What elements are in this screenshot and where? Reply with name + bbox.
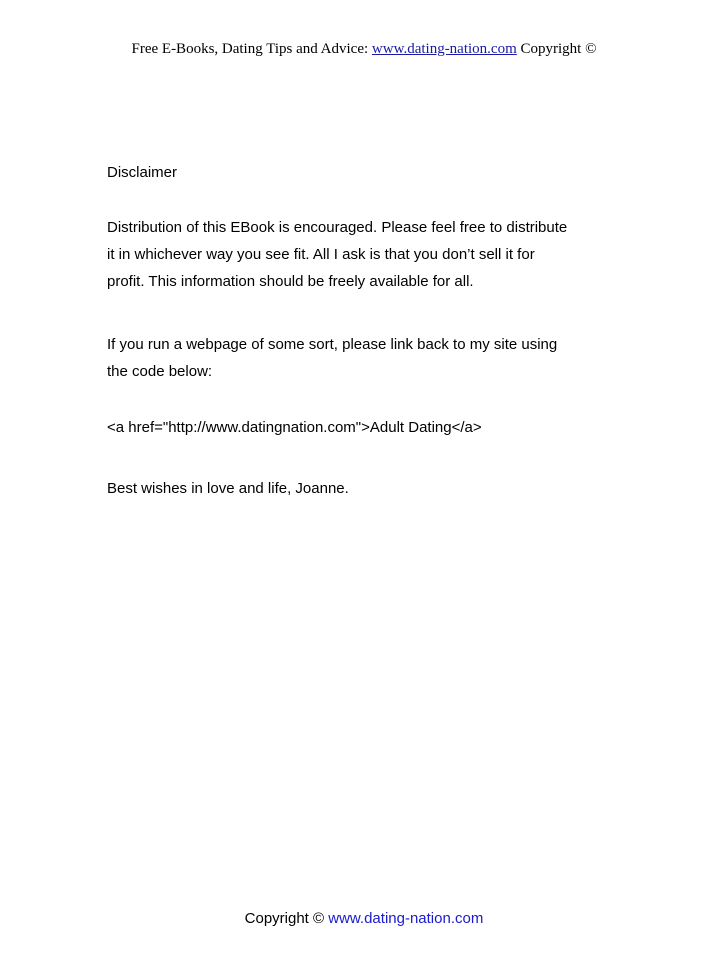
link-code-snippet: <a href="http://www.datingnation.com">Adult Dating</a> <box>107 419 482 436</box>
paragraph-line: it in whichever way you see fit. All I ask is that you don’t sell it for <box>107 246 535 263</box>
page-header <box>0 41 728 58</box>
header-suffix: Copyright © <box>516 41 597 57</box>
paragraph-link-back <box>107 331 627 385</box>
page-footer <box>0 910 728 927</box>
footer-link[interactable]: www.dating-nation.com <box>328 910 484 927</box>
disclaimer-heading: Disclaimer <box>107 164 178 181</box>
paragraph-line: Distribution of this EBook is encouraged. Please feel free to distribute <box>107 219 568 236</box>
paragraph-line: the code below: <box>107 363 213 380</box>
header-link[interactable]: www.dating-nation.com <box>371 41 517 57</box>
signoff-text: Best wishes in love and life, Joanne. <box>107 480 349 497</box>
footer-prefix: Copyright © <box>244 910 329 927</box>
paragraph-line: If you run a webpage of some sort, please link back to my site using <box>107 336 558 353</box>
header-prefix: Free E-Books, Dating Tips and Advice: <box>131 41 372 57</box>
paragraph-line: profit. This information should be freely available for all. <box>107 273 474 290</box>
paragraph-distribution <box>107 214 627 295</box>
